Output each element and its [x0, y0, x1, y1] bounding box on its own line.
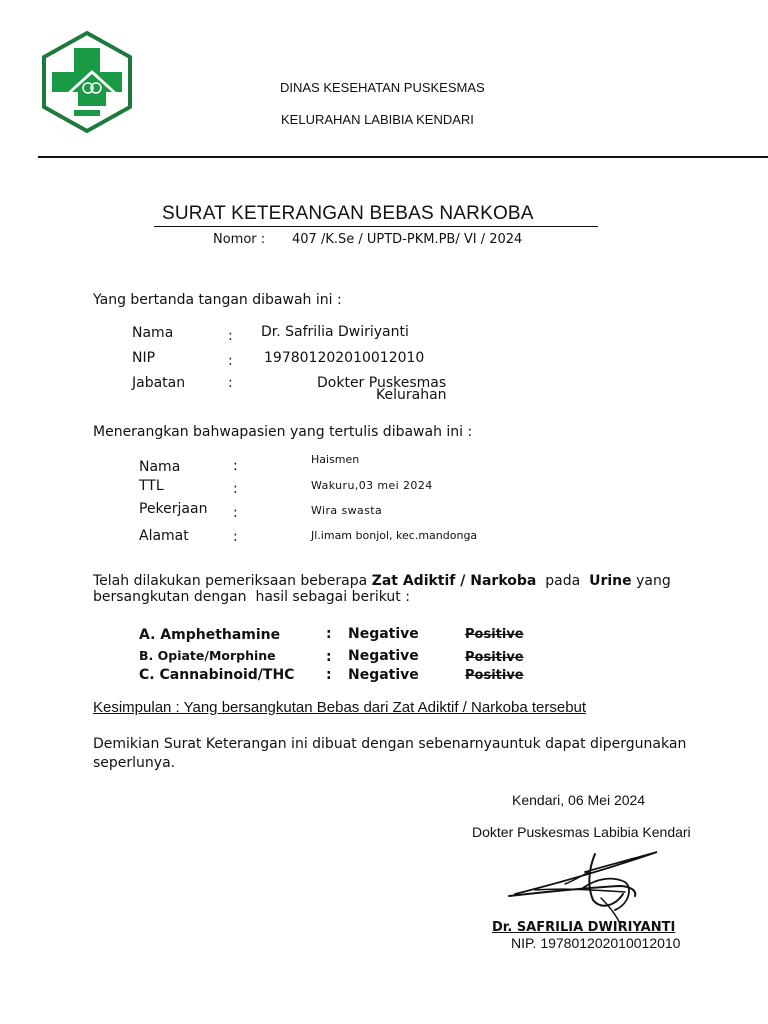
signer-position-value: Dokter Puskesmas — [317, 375, 447, 391]
header-rule — [38, 156, 768, 158]
result-test-b: B. Opiate/Morphine — [139, 648, 276, 663]
signer-nip-value: 197801202010012010 — [264, 350, 425, 366]
result-struck-c: Positive — [465, 668, 524, 683]
patient-ttl-value: Wakuru,03 mei 2024 — [311, 479, 433, 492]
result-colon-c: : — [326, 667, 332, 683]
document-title: SURAT KETERANGAN BEBAS NARKOBA — [162, 203, 534, 224]
signer-nip-label: NIP — [132, 350, 156, 366]
exam-text-part2: pada — [536, 573, 590, 589]
signer-position: Dokter Puskesmas Labibia Kendari — [472, 824, 691, 840]
patient-address-label: Alamat — [139, 528, 189, 544]
signer-intro: Yang bertanda tangan dibawah ini : — [93, 292, 342, 308]
result-struck-a: Positive — [465, 627, 524, 642]
patient-address-value: Jl.imam bonjol, kec.mandonga — [311, 529, 478, 542]
header-line2: KELURAHAN LABIBIA KENDARI — [281, 112, 474, 127]
result-value-b: Negative — [348, 648, 419, 664]
patient-job-label: Pekerjaan — [139, 501, 208, 517]
closing-line2: seperlunya. — [93, 755, 176, 771]
patient-name-value: Haismen — [311, 453, 360, 466]
exam-text-part3: yang — [631, 573, 671, 589]
signer-nip-colon: : — [228, 353, 233, 369]
result-value-a: Negative — [348, 626, 419, 642]
patient-ttl-label: TTL — [139, 478, 164, 494]
result-value-c: Negative — [348, 667, 419, 683]
signer-position-colon: : — [228, 375, 233, 391]
result-test-c: C. Cannabinoid/THC — [139, 667, 295, 683]
signer-printed-nip: NIP. 197801202010012010 — [511, 935, 681, 951]
conclusion: Kesimpulan : Yang bersangkutan Bebas dari Zat Adiktif / Narkoba tersebut — [93, 699, 587, 716]
place-date: Kendari, 06 Mei 2024 — [512, 792, 646, 808]
patient-job-value: Wira swasta — [311, 504, 383, 517]
closing-line1: Demikian Surat Keterangan ini dibuat dengan sebenarnyauntuk dapat dipergunakan — [93, 736, 687, 752]
patient-name-label: Nama — [139, 459, 181, 475]
handwritten-signature — [505, 848, 670, 930]
patient-ttl-colon: : — [233, 481, 238, 497]
patient-intro: Menerangkan bahwapasien yang tertulis dibawah ini : — [93, 424, 473, 440]
puskesmas-logo — [40, 30, 134, 134]
result-colon-a: : — [326, 626, 332, 642]
patient-address-colon: : — [233, 529, 238, 545]
patient-name-colon: : — [233, 458, 238, 474]
exam-text-part1: Telah dilakukan pemeriksaan beberapa — [93, 573, 372, 589]
result-test-a: A. Amphethamine — [139, 627, 281, 643]
exam-text-line2: bersangkutan dengan hasil sebagai berikut : — [93, 589, 410, 605]
patient-job-colon: : — [233, 505, 238, 521]
signer-name-value: Dr. Safrilia Dwiriyanti — [261, 324, 409, 340]
exam-text-specimen: Urine — [589, 573, 632, 589]
result-struck-b: Positive — [465, 650, 524, 665]
signer-printed-name: Dr. SAFRILIA DWIRIYANTI — [492, 920, 676, 935]
exam-text-substance: Zat Adiktif / Narkoba — [371, 573, 537, 589]
signer-position-value-line2: Kelurahan — [376, 387, 447, 403]
signer-name-label: Nama — [132, 325, 174, 341]
result-colon-b: : — [326, 649, 332, 665]
exam-text-line1 — [93, 573, 671, 589]
header-line1: DINAS KESEHATAN PUSKESMAS — [280, 80, 485, 95]
title-underline — [154, 226, 598, 227]
signer-name-colon: : — [228, 328, 233, 344]
signer-position-label: Jabatan — [132, 375, 186, 391]
number-label: Nomor : — [213, 232, 266, 247]
number-value: 407 /K.Se / UPTD-PKM.PB/ VI / 2024 — [292, 232, 523, 247]
